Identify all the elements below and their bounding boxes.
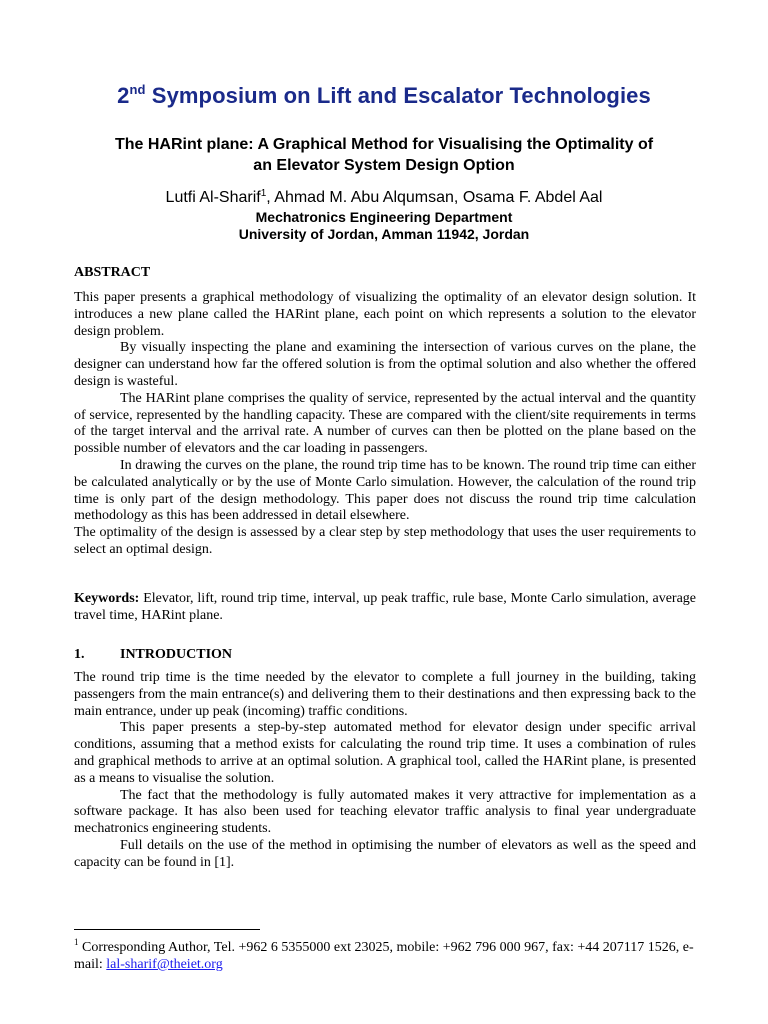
email-link[interactable]: lal-sharif@theiet.org (106, 957, 223, 972)
abstract-paragraph: This paper presents a graphical methodology of visualizing the optimality of an elevator design solution. It introduces a new plane called the HARint plane, each point on which represents a solution to the elevator design problem. (74, 290, 696, 339)
introduction-paragraph: The round trip time is the time needed by the elevator to complete a full journey in the building, taking passengers from the main entrance(s) and delivering them to their destinations and then expressing back to the main entrance, under up peak (incoming) traffic conditions. (74, 670, 696, 719)
abstract-paragraph: The optimality of the design is assessed by a clear step by step methodology that uses the user requirements to select an optimal design. (74, 525, 696, 557)
section-title: INTRODUCTION (120, 647, 233, 662)
keywords-label: Keywords: (74, 591, 140, 606)
authors-rest: , Ahmad M. Abu Alqumsan, Osama F. Abdel Aal (266, 189, 603, 206)
symposium-ordinal: 2 (117, 83, 130, 108)
introduction-body (74, 670, 696, 872)
affiliation-university: University of Jordan, Amman 11942, Jordan (238, 226, 530, 242)
section-number: 1. (74, 647, 85, 662)
introduction-paragraph: Full details on the use of the method in optimising the number of elevators as well as the speed and capacity can be found in [1]. (74, 837, 696, 870)
introduction-paragraph: This paper presents a step-by-step automated method for elevator design under specific arrival conditions, assuming that a method exists for calculating the round trip time. It uses a combination of rules and graphical methods to arrive at an optimal solution. A graphical tool, called the HARint plane, is presented as a means to visualise the solution. (74, 720, 696, 786)
author-1: Lutfi Al-Sharif (165, 189, 261, 206)
symposium-title: Symposium on Lift and Escalator Technologies (145, 83, 651, 108)
symposium-ordinal-suffix: nd (129, 82, 146, 97)
abstract-heading: ABSTRACT (74, 265, 151, 280)
symposium-heading (0, 82, 768, 109)
footnote (74, 934, 696, 973)
introduction-paragraph: The fact that the methodology is fully automated makes it very attractive for implementation as a software package. It has also been used for teaching elevator traffic analysis to final year undergraduate mechatronics engineering students. (74, 787, 696, 837)
affiliation-department: Mechatronics Engineering Department (255, 209, 513, 225)
abstract-paragraph: In drawing the curves on the plane, the round trip time has to be known. The round trip time can either be calculated analytically or by the use of Monte Carlo simulation. However, the calculation of the round trip time is only part of the design methodology. This paper does not discuss the round trip time calculation methodology as this has been addressed in detail elsewhere. (74, 457, 696, 524)
footnote-text: Corresponding Author, Tel. +962 6 5355000 ext 23025, mobile: +962 796 000 967, fax: +44 207117 1526, e-mail: (74, 940, 694, 972)
author-list (0, 188, 768, 207)
abstract-paragraph: The HARint plane comprises the quality of service, represented by the actual interval and the quantity of service, represented by the handling capacity. These are compared with the client/site requirements in terms of the target interval and the arrival rate. A number of curves can then be plotted on the plane based on the possible number of elevators and the car loading in passengers. (74, 390, 696, 457)
paper-title-line-2: an Elevator System Design Option (253, 157, 515, 174)
paper-title-line-1: The HARint plane: A Graphical Method for Visualising the Optimality of (114, 136, 654, 153)
introduction-heading (74, 647, 232, 663)
paper-title (60, 134, 708, 176)
abstract-body (74, 290, 696, 559)
author-1-footnote-mark: 1 (260, 188, 267, 199)
footnote-divider (74, 929, 260, 930)
keywords (74, 591, 696, 625)
keywords-text: Elevator, lift, round trip time, interval, up peak traffic, rule base, Monte Carlo simulation, average travel time, HARint plane. (74, 591, 696, 623)
footnote-mark: 1 (74, 937, 79, 947)
abstract-paragraph: By visually inspecting the plane and examining the intersection of various curves on the plane, the designer can understand how far the offered solution is from the optimal solution and also whether the offered design is wasteful. (74, 340, 696, 389)
